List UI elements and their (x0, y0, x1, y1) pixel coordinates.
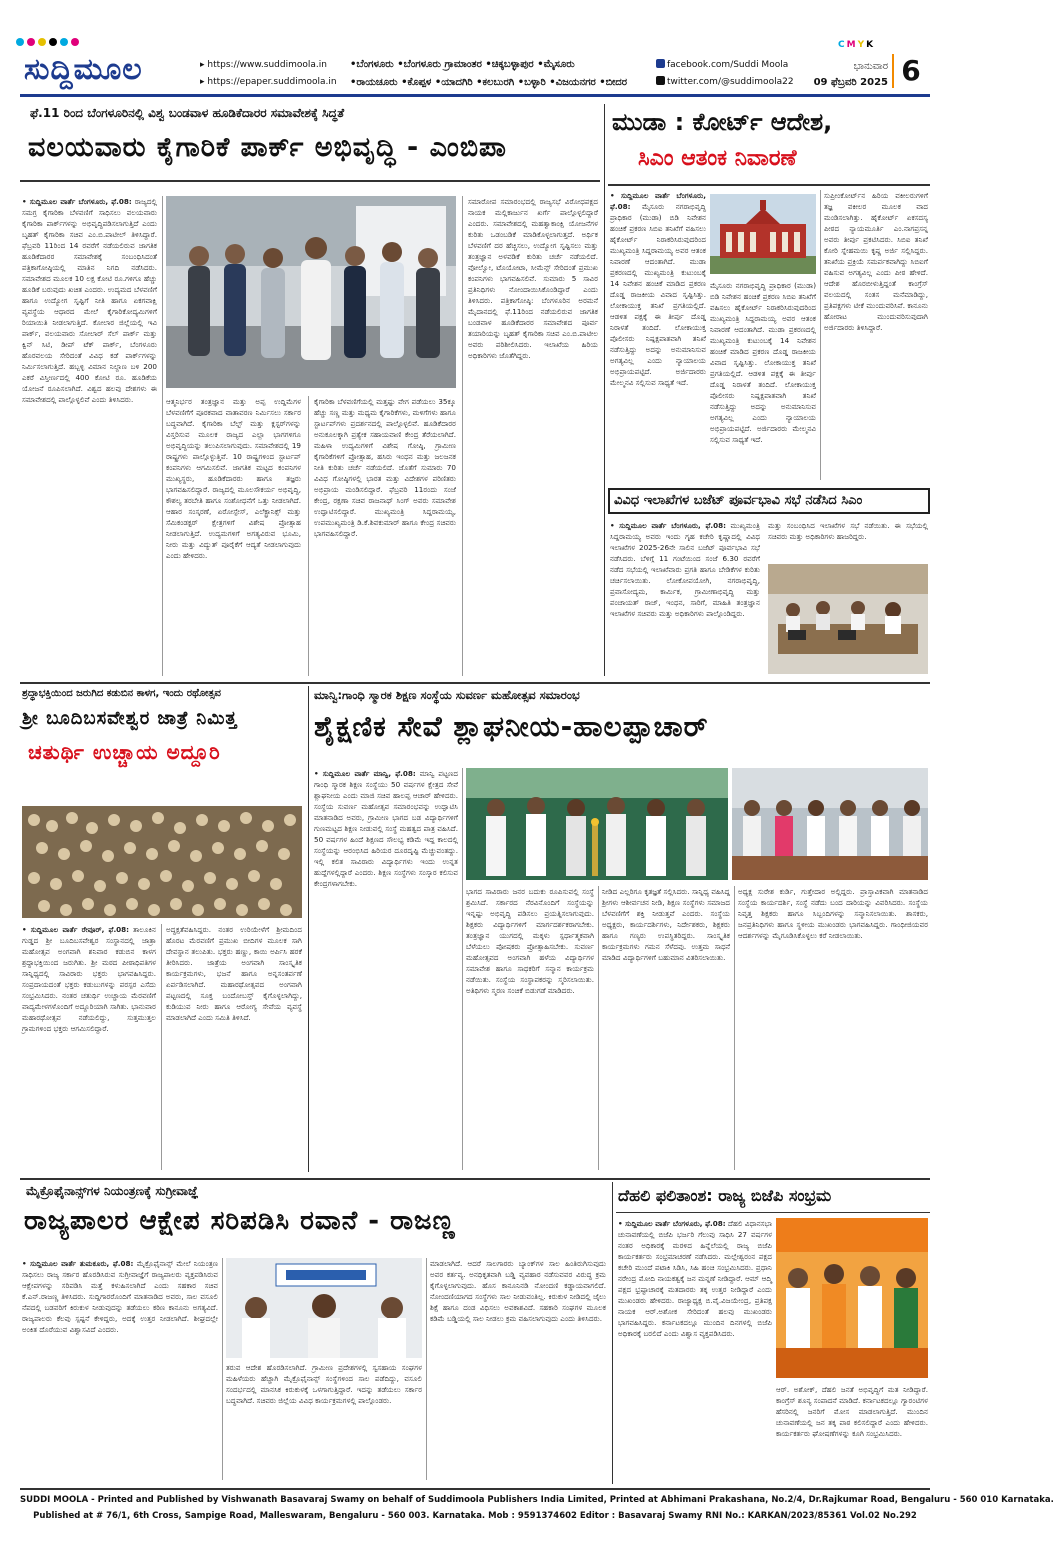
article-text: ಆರ್. ಅಶೋಕ್, ದೆಹಲಿ ಜನತೆ ಅಭಿವೃದ್ಧಿಗೆ ಮತ ನೀಡಿದ್ದಾರೆ. ಕಾಂಗ್ರೆಸ್ ಶೂನ್ಯ ಸಂಪಾದನೆ ಮಾಡಿದೆ. ಕರ್ನಾಟಕದಲ್ಲೂ ಗ್ಯಾರಂಟಿಗಳ ಹೆಸರಿನಲ್ಲಿ ಜನರಿಗೆ ಮೋಸ ಮಾಡಲಾಗುತ್ತಿದೆ. ಮುಂದಿನ ಚುನಾವಣೆಯಲ್ಲಿ ಜನ ತಕ್ಕ ಪಾಠ ಕಲಿಸಲಿದ್ದಾರೆ ಎಂದು ಹೇಳಿದರು. ಕಾರ್ಯಕರ್ತರು ಘೋಷಣೆಗಳನ್ನು ಕೂಗಿ ಸಂಭ್ರಮಿಸಿದರು. (776, 1385, 928, 1438)
story-headline[interactable]: ರಾಜ್ಯಪಾಲರ ಆಕ್ಷೇಪ ಸರಿಪಡಿಸಿ ರವಾನೆ - ರಾಜಣ್ಣ (24, 1206, 456, 1236)
story-photo[interactable] (166, 196, 456, 388)
masthead (0, 0, 945, 96)
issue-date (806, 59, 888, 91)
article-text: ದೆಹಲಿ ವಿಧಾನಸಭಾ ಚುನಾವಣೆಯಲ್ಲಿ ಬಿಜೆಪಿ ಭರ್ಜರಿ ಗೆಲುವು ಸಾಧಿಸಿ 27 ವರ್ಷಗಳ ನಂತರ ಅಧಿಕಾರಕ್ಕೆ ಮರಳಿದ ಹಿನ್ನೆಲೆಯಲ್ಲಿ ರಾಜ್ಯ ಬಿಜೆಪಿ ಕಾರ್ಯಕರ್ತರು ಸಂಭ್ರಮಾಚರಣೆ ನಡೆಸಿದರು. ಮಲ್ಲೇಶ್ವರಂನ ಪಕ್ಷದ ಕಚೇರಿ ಮುಂದೆ ಪಟಾಕಿ ಸಿಡಿಸಿ, ಸಿಹಿ ಹಂಚಿ ಸಂಭ್ರಮಿಸಿದರು. ಪ್ರಧಾನಿ ನರೇಂದ್ರ ಮೋದಿ ನಾಯಕತ್ವಕ್ಕೆ ಜನ ಮನ್ನಣೆ ನೀಡಿದ್ದಾರೆ. ಆಮ್ ಆದ್ಮಿ ಪಕ್ಷದ ಭ್ರಷ್ಟಾಚಾರಕ್ಕೆ ಮತದಾರರು ತಕ್ಕ ಉತ್ತರ ನೀಡಿದ್ದಾರೆ ಎಂದು ಮುಖಂಡರು ಹೇಳಿದರು. ರಾಜ್ಯಾಧ್ಯಕ್ಷ ಬಿ.ವೈ.ವಿಜಯೇಂದ್ರ, ಪ್ರತಿಪಕ್ಷ ನಾಯಕ ಆರ್.ಅಶೋಕ ಸೇರಿದಂತೆ ಹಲವು ಮುಖಂಡರು ಭಾಗವಹಿಸಿದ್ದರು. ಕರ್ನಾಟಕದಲ್ಲೂ ಮುಂದಿನ ದಿನಗಳಲ್ಲಿ ಬಿಜೆಪಿ ಅಧಿಕಾರಕ್ಕೆ ಬರಲಿದೆ ಎಂದು ವಿಶ್ವಾಸ ವ್ಯಕ್ತಪಡಿಸಿದರು. (618, 1219, 772, 1338)
story-headline-box[interactable] (608, 488, 930, 514)
section-rule (20, 1178, 930, 1180)
story-kicker: ಫೆ.11 ರಿಂದ ಬೆಂಗಳೂರಿನಲ್ಲಿ ವಿಶ್ವ ಬಂಡವಾಳ ಹೂಡಿಕೆದಾರರ ಸಮಾವೇಶಕ್ಕೆ ಸಿದ್ಧತೆ (30, 106, 345, 120)
column-divider (462, 768, 463, 1170)
article-text: ಅದ್ಧಕ್ಷತೆವಹಿಸಿದ್ದರು. ನಂತರ ಉರಿಯೇಳೆಗೆ ಶ್ರೀಮದಿಂದ ಹೊರಟ ಮೆರವಣಿಗೆ ಪ್ರಮುಖ ಬೀದಿಗಳ ಮೂಲಕ ಸಾಗಿ ದೇವಸ್ಥಾನ ತಲುಪಿತು. ಭಕ್ತರು ಹಣ್ಣು, ಕಾಯಿ ಅರ್ಪಿಸಿ ಹರಕೆ ತೀರಿಸಿದರು. ಜಾತ್ರೆಯ ಅಂಗವಾಗಿ ಸಾಂಸ್ಕೃತಿಕ ಕಾರ್ಯಕ್ರಮಗಳು, ಭಜನೆ ಹಾಗೂ ಅನ್ನಸಂತರ್ಪಣೆ ಏರ್ಪಡಿಸಲಾಗಿದೆ. ಮಹಾರಥೋತ್ಸವದ ಅಂಗವಾಗಿ ಪಟ್ಟಣದಲ್ಲಿ ಸೂಕ್ತ ಬಂದೋಬಸ್ತ್ ಕೈಗೊಳ್ಳಲಾಗಿದ್ದು, ಕುಡಿಯುವ ನೀರು ಹಾಗೂ ಆರೋಗ್ಯ ಸೇವೆಯ ವ್ಯವಸ್ಥೆ ಮಾಡಲಾಗಿದೆ ಎಂದು ಸಮಿತಿ ತಿಳಿಸಿದೆ. (166, 925, 302, 1022)
globe-icon: ▸ (200, 60, 208, 70)
story-headline[interactable]: ದೆಹಲಿ ಫಲಿತಾಂಶ: ರಾಜ್ಯ ಬಿಜೆಪಿ ಸಂಭ್ರಮ (618, 1186, 832, 1205)
article-text: ಮೈಕ್ರೊಫೈನಾನ್ಸ್ ಮೇಲೆ ನಿಯಂತ್ರಣ ಸಾಧಿಸಲು ರಾಜ್ಯ ಸರ್ಕಾರ ಹೊರಡಿಸಿರುವ ಸುಗ್ರೀವಾಜ್ಞೆಗೆ ರಾಜ್ಯಪಾಲರು ವ್ಯಕ್ತಪಡಿಸಿರುವ ಆಕ್ಷೇಪಗಳನ್ನು ಸರಿಪಡಿಸಿ ಮತ್ತೆ ಕಳುಹಿಸಲಾಗಿದೆ ಎಂದು ಸಹಕಾರ ಸಚಿವ ಕೆ.ಎನ್.ರಾಜಣ್ಣ ತಿಳಿಸಿದರು. ಸುದ್ದಿಗಾರರೊಂದಿಗೆ ಮಾತನಾಡಿದ ಅವರು, ಸಾಲ ವಸೂಲಿ ನೆಪದಲ್ಲಿ ಬಡವರಿಗೆ ಕಿರುಕುಳ ನೀಡುವುದನ್ನು ತಡೆಯಲು ಕಠಿಣ ಕಾನೂನು ಅಗತ್ಯವಿದೆ. ರಾಜ್ಯಪಾಲರು ಕೆಲವು ಸ್ಪಷ್ಟನೆ ಕೇಳಿದ್ದರು, ಅದಕ್ಕೆ ಉತ್ತರ ನೀಡಲಾಗಿದೆ. ಶೀಘ್ರದಲ್ಲೇ ಅಂಕಿತ ದೊರೆಯುವ ವಿಶ್ವಾಸವಿದೆ ಎಂದರು. (22, 1259, 218, 1334)
headline-rule (20, 180, 600, 182)
story-gandhi-institute (312, 686, 930, 1174)
article-column (466, 886, 594, 1170)
column-divider (162, 196, 163, 676)
celebration-illustration (776, 1218, 928, 1378)
section-divider (604, 104, 605, 676)
article-column (314, 396, 456, 676)
cmyk-marks: CMYK (838, 40, 876, 50)
column-divider (161, 924, 162, 1170)
article-column (738, 886, 928, 1170)
twitter-link[interactable]: twitter.com/@suddimoola22 (656, 74, 794, 91)
article-text: ಭಾಗದ ಸಾವಿರಾರು ಜನರ ಬದುಕು ರೂಪಿಸುವಲ್ಲಿ ಸಂಸ್ಥೆ ಶ್ರಮಿಸಿದೆ. ಸರ್ಕಾರದ ನೆರವಿನೊಂದಿಗೆ ಸಂಸ್ಥೆಯನ್ನು ಇನ್ನಷ್ಟು ಅಭಿವೃದ್ಧಿ ಪಡಿಸಲು ಪ್ರಯತ್ನಿಸಲಾಗುವುದು. ಶಿಕ್ಷಕರು ವಿದ್ಯಾರ್ಥಿಗಳಿಗೆ ಮಾರ್ಗದರ್ಶಕರಾಗಬೇಕು. ತಂತ್ರಜ್ಞಾನ ಯುಗದಲ್ಲಿ ಮಕ್ಕಳು ಸ್ಪರ್ಧಾತ್ಮಕವಾಗಿ ಬೆಳೆಯಲು ಪೋಷಕರು ಪ್ರೋತ್ಸಾಹಿಸಬೇಕು. ಸುವರ್ಣ ಮಹೋತ್ಸವದ ಅಂಗವಾಗಿ ಹಳೆಯ ವಿದ್ಯಾರ್ಥಿಗಳ ಸಮಾವೇಶ ಹಾಗೂ ಸಾಧಕರಿಗೆ ಸನ್ಮಾನ ಕಾರ್ಯಕ್ರಮ ನಡೆಯಿತು. ಸಂಸ್ಥೆಯ ಸಂಸ್ಥಾಪಕರನ್ನು ಸ್ಮರಿಸಲಾಯಿತು. ಅತಿಥಿಗಳು ಸ್ಮರಣ ಸಂಚಿಕೆ ಬಿಡುಗಡೆ ಮಾಡಿದರು. (466, 887, 594, 995)
story-microfinance (20, 1182, 608, 1484)
article-column (618, 1218, 772, 1480)
page-number: 6 (892, 54, 928, 88)
high-court-photo[interactable] (710, 194, 816, 274)
column-divider (598, 886, 599, 1170)
social-links (656, 57, 794, 91)
story-kicker: ಮೈಕ್ರೊಫೈನಾನ್ಸ್‌ಗಳ ನಿಯಂತ್ರಣಕ್ಕೆ ಸುಗ್ರೀವಾಜ್ಞೆ (26, 1184, 199, 1198)
article-text: ರಾಜ್ಯದಲ್ಲಿ ಸಮಗ್ರ ಕೈಗಾರಿಕಾ ಬೆಳವಣಿಗೆ ಸಾಧಿಸಲು ವಲಯವಾರು ಕೈಗಾರಿಕಾ ಪಾರ್ಕ್‌ಗಳನ್ನು ಅಭಿವೃದ್ಧಿಪಡಿಸಲಾಗುತ್ತಿದೆ ಎಂದು ಬೃಹತ್ ಕೈಗಾರಿಕಾ ಸಚಿವ ಎಂ.ಬಿ.ಪಾಟೀಲ್ ತಿಳಿಸಿದ್ದಾರೆ. ಫೆಬ್ರವರಿ 11ರಿಂದ 14 ರವರೆಗೆ ನಡೆಯಲಿರುವ ಜಾಗತಿಕ ಹೂಡಿಕೆದಾರರ ಸಮಾವೇಶಕ್ಕೆ ಸಂಬಂಧಿಸಿದಂತೆ ಪತ್ರಿಕಾಗೋಷ್ಠಿಯಲ್ಲಿ ಮಾತಿನ ನಿಗದಿ ನಡೆಸಿದರು. ಸಮಾವೇಶದ ಮೂಲಕ 10 ಲಕ್ಷ ಕೋಟಿ ರೂ.ಗಳಿಗೂ ಹೆಚ್ಚು ಹೂಡಿಕೆ ಬರುವುದು ಖಚಿತ ಎಂದರು. ಉದ್ಯಮದ ಬೆಳವಣಿಗೆ ಹಾಗೂ ಉದ್ಯೋಗ ಸೃಷ್ಟಿಗೆ ನೀತಿ ಹಾಗೂ ಏಕಗವಾಕ್ಷಿ ವ್ಯವಸ್ಥೆಯ ಆಧಾರದ ಮೇಲೆ ಕೈಗಾರಿಕೋದ್ಯಮಿಗಳಿಗೆ ರಿಯಾಯಿತಿ ನೀಡಲಾಗುತ್ತಿದೆ. ಕೋಲಾರ ಜಿಲ್ಲೆಯಲ್ಲಿ ಇವಿ ಪಾರ್ಕ್, ವಲಯವಾರು ಸೋಲಾರ್ ಸೆಲ್ ಪಾರ್ಕ್ ಮತ್ತು ಕ್ವಿನ್ ಸಿಟಿ, ಡೀಪ್ ಟೆಕ್ ಪಾರ್ಕ್, ಬೆಂಗಳೂರು ಹೊರವಲಯ ಸೇರಿದಂತೆ ವಿವಿಧ ಕಡೆ ಪಾರ್ಕ್‌ಗಳನ್ನು ನಿರ್ಮಿಸಲಾಗುತ್ತಿದೆ. ಹಬ್ಬಳ್ಳಿ ವಿಮಾನ ನಿಲ್ದಾಣ ಬಳಿ 200 ಎಕರೆ ವಿಸ್ತೀರ್ಣದಲ್ಲಿ 400 ಕೋಟಿ ರೂ. ಹೂಡಿಕೆಯ ಯೋಜನೆ ರೂಪಿಸಲಾಗಿದೆ. ವಿಶ್ವದ ಹಲವು ದೇಶಗಳು ಈ ಸಮಾವೇಶದಲ್ಲಿ ಪಾಲ್ಗೊಳ್ಳಲಿವೆ ಎಂದು ತಿಳಿಸಿದರು. (22, 197, 157, 404)
article-column (710, 280, 816, 480)
article-column (602, 886, 730, 1170)
article-text: ಆತ್ಮನಿರ್ಭರ ತಂತ್ರಜ್ಞಾನ ಮತ್ತು ಅಪ್ಪ ಉದ್ದಿಮೆಗಳ ಬೆಳವಣಿಗೆಗೆ ಪೂರಕವಾದ ವಾತಾವರಣ ನಿರ್ಮಿಸಲು ಸರ್ಕಾರ ಬದ್ಧವಾಗಿದೆ. ಕೈಗಾರಿಕಾ ಬೆಲ್ಟ್ ಮತ್ತು ಕ್ಲಸ್ಟರ್‌ಗಳನ್ನು ವಿಸ್ತರಿಸುವ ಮೂಲಕ ರಾಜ್ಯದ ಎಲ್ಲಾ ಭಾಗಗಳಿಗೂ ಅಭಿವೃದ್ಧಿಯನ್ನು ತಲುಪಿಸಲಾಗುವುದು. ಸಮಾವೇಶದಲ್ಲಿ 19 ರಾಷ್ಟ್ರಗಳು ಪಾಲ್ಗೊಳ್ಳುತ್ತಿವೆ. 10 ರಾಷ್ಟ್ರಗಳಿಂದ ಸ್ಟಾರ್ಟಪ್ ಕಂಪನಿಗಳು ಆಗಮಿಸಲಿವೆ. ಜಾಗತಿಕ ಮಟ್ಟದ ಕಂಪನಿಗಳ ಮುಖ್ಯಸ್ಥರು, ಹೂಡಿಕೆದಾರರು ಹಾಗೂ ತಜ್ಞರು ಭಾಗವಹಿಸಲಿದ್ದಾರೆ. ರಾಜ್ಯದಲ್ಲಿ ಮೂಲಸೌಕರ್ಯ ಅಭಿವೃದ್ಧಿ, ಕೌಶಲ್ಯ ತರಬೇತಿ ಹಾಗೂ ಸಂಶೋಧನೆಗೆ ಒತ್ತು ನೀಡಲಾಗಿದೆ. ಆಹಾರ ಸಂಸ್ಕರಣೆ, ಏರೋಸ್ಪೇಸ್, ಎಲೆಕ್ಟ್ರಾನಿಕ್ಸ್ ಮತ್ತು ಸೆಮಿಕಂಡಕ್ಟರ್ ಕ್ಷೇತ್ರಗಳಿಗೆ ವಿಶೇಷ ಪ್ರೋತ್ಸಾಹ ನೀಡಲಾಗುತ್ತಿದೆ. ಉದ್ಯಮಗಳಿಗೆ ಅಗತ್ಯವಿರುವ ಭೂಮಿ, ನೀರು ಮತ್ತು ವಿದ್ಯುತ್ ಪೂರೈಕೆಗೆ ಆದ್ಯತೆ ನೀಡಲಾಗುವುದು ಎಂದು ಹೇಳಿದರು. (166, 397, 301, 560)
article-text: ಮೈಸೂರು ನಗರಾಭಿವೃದ್ಧಿ ಪ್ರಾಧಿಕಾರ (ಮುಡಾ) ಬಿಡಿ ನಿವೇಶನ ಹಂಚಿಕೆ ಪ್ರಕರಣ ಸಿಬಿಐ ತನಿಖೆಗೆ ವಹಿಸಲು ಹೈಕೋರ್ಟ್ ನಿರಾಕರಿಸಿರುವುದರಿಂದ ಮುಖ್ಯಮಂತ್ರಿ ಸಿದ್ದರಾಮಯ್ಯ ಅವರ ಆತಂಕ ನಿವಾರಣೆ ಆದಂತಾಗಿದೆ. ಮುಡಾ ಪ್ರಕರಣದಲ್ಲಿ ಮುಖ್ಯಮಂತ್ರಿ ಕುಟುಂಬಕ್ಕೆ 14 ನಿವೇಶನ ಹಂಚಿಕೆ ಮಾಡಿದ ಪ್ರಕರಣ ದೊಡ್ಡ ರಾಜಕೀಯ ವಿವಾದ ಸೃಷ್ಟಿಸಿತ್ತು. ಲೋಕಾಯುಕ್ತ ತನಿಖೆ ಪ್ರಗತಿಯಲ್ಲಿದೆ. ಆಡಳಿತ ಪಕ್ಷಕ್ಕೆ ಈ ತೀರ್ಪು ದೊಡ್ಡ ನಿರಾಳತೆ ತಂದಿದೆ. ಲೋಕಾಯುಕ್ತ ಪೊಲೀಸರು ನಿಷ್ಪಕ್ಷಪಾತವಾಗಿ ತನಿಖೆ ನಡೆಸುತ್ತಿದ್ದು ಅದನ್ನು ಅನುಮಾನಿಸುವ ಅಗತ್ಯವಿಲ್ಲ ಎಂದು ನ್ಯಾಯಾಲಯ ಅಭಿಪ್ರಾಯಪಟ್ಟಿದೆ. ಅರ್ಜಿದಾರರು ಮೇಲ್ಮನವಿ ಸಲ್ಲಿಸುವ ಸಾಧ್ಯತೆ ಇದೆ. (710, 281, 816, 444)
budget-meeting-photo[interactable] (768, 564, 928, 674)
article-column (824, 190, 928, 480)
kadubu-photo[interactable] (22, 806, 302, 918)
issue-day: ಭಾನುವಾರ (853, 61, 888, 72)
article-text: ನೀಡಿದ ಎಲ್ಲರಿಗೂ ಕೃತಜ್ಞತೆ ಸಲ್ಲಿಸಿದರು. ಸಾನ್ನಿಧ್ಯ ವಹಿಸಿದ್ದ ಶ್ರೀಗಳು ಆಶೀರ್ವಚನ ನೀಡಿ, ಶಿಕ್ಷಣ ಸಂಸ್ಥೆಗಳು ಸಮಾಜದ ಬೆಳವಣಿಗೆಗೆ ಶಕ್ತಿ ನೀಡುತ್ತವೆ ಎಂದರು. ಸಂಸ್ಥೆಯ ಅಧ್ಯಕ್ಷರು, ಕಾರ್ಯದರ್ಶಿಗಳು, ನಿರ್ದೇಶಕರು, ಶಿಕ್ಷಕರು ಹಾಗೂ ಗಣ್ಯರು ಉಪಸ್ಥಿತರಿದ್ದರು. ಸಾಂಸ್ಕೃತಿಕ ಕಾರ್ಯಕ್ರಮಗಳು ಗಮನ ಸೆಳೆದವು. ಉತ್ತಮ ಸಾಧನೆ ಮಾಡಿದ ವಿದ್ಯಾರ್ಥಿಗಳಿಗೆ ಬಹುಮಾನ ವಿತರಿಸಲಾಯಿತು. (602, 887, 730, 962)
dignitaries-photo[interactable] (732, 768, 928, 880)
column-divider (820, 190, 821, 480)
article-column (22, 1258, 218, 1480)
article-column (22, 924, 156, 1170)
article-column (166, 396, 301, 676)
sweets-pile-illustration (22, 806, 302, 918)
article-text: ಮುಖ್ಯಮಂತ್ರಿ ಸಿದ್ದರಾಮಯ್ಯ ಅವರು ಇಂದು ಗೃಹ ಕಚೇರಿ ಕೃಷ್ಣಾದಲ್ಲಿ ವಿವಿಧ ಇಲಾಖೆಗಳ 2025-26ನೇ ಸಾಲಿನ ಬಜೆಟ್ ಪೂರ್ವಭಾವಿ ಸಭೆ ನಡೆಸಿದರು. ಬೆಳಿಗ್ಗೆ 11 ಗಂಟೆಯಿಂದ ಸಂಜೆ 6.30 ರವರೆಗೆ ನಡೆದ ಸಭೆಯಲ್ಲಿ ಇಲಾಖೆವಾರು ಪ್ರಗತಿ ಹಾಗೂ ಬೇಡಿಕೆಗಳ ಕುರಿತು ಚರ್ಚಿಸಲಾಯಿತು. ಲೋಕೋಪಯೋಗಿ, ನಗರಾಭಿವೃದ್ಧಿ, ಪ್ರವಾಸೋದ್ಯಮ, ಕಾರ್ಮಿಕ, ಗ್ರಾಮೀಣಾಭಿವೃದ್ಧಿ ಮತ್ತು ಪಂಚಾಯತ್ ರಾಜ್, ಇಂಧನ, ಸಾರಿಗೆ, ಮಾಹಿತಿ ತಂತ್ರಜ್ಞಾನ ಇಲಾಖೆಗಳ ಸಚಿವರು ಮತ್ತು ಅಧಿಕಾರಿಗಳು ಪಾಲ್ಗೊಂಡಿದ್ದರು. (610, 521, 760, 618)
byline: • ಸುದ್ದಿಮೂಲ ವಾರ್ತೆ ಬೆಂಗಳೂರು, ಫೆ.08: (610, 191, 706, 211)
dais-illustration (732, 768, 928, 880)
story-headline: ವಿವಿಧ ಇಲಾಖೆಗಳ ಬಜೆಟ್ ಪೂರ್ವಭಾವಿ ಸಭೆ ನಡೆಸಿದ ಸಿಎಂ (614, 493, 863, 508)
article-column (768, 520, 928, 560)
website-link[interactable]: ▸ https://www.suddimoola.in (200, 60, 327, 70)
lamp-lighting-photo[interactable] (466, 768, 728, 880)
byline: • ಸುದ್ದಿಮೂಲ ವಾರ್ತೆ ಮಾನ್ವಿ, ಫೆ.08: (314, 769, 416, 778)
article-text: ತರುವ ಆದೇಶ ಹೊರಡಿಸಲಾಗಿದೆ. ಗ್ರಾಮೀಣ ಪ್ರದೇಶಗಳಲ್ಲಿ ಸ್ವಸಹಾಯ ಸಂಘಗಳ ಮಹಿಳೆಯರು ಹೆಚ್ಚಾಗಿ ಮೈಕ್ರೊಫೈನಾನ್ಸ್ ಸಂಸ್ಥೆಗಳಿಂದ ಸಾಲ ಪಡೆದಿದ್ದು, ವಸೂಲಿ ಸಂದರ್ಭದಲ್ಲಿ ಮಾನಸಿಕ ಕಿರುಕುಳಕ್ಕೆ ಒಳಗಾಗುತ್ತಿದ್ದಾರೆ. ಇದನ್ನು ತಡೆಯಲು ಸರ್ಕಾರ ಬದ್ಧವಾಗಿದೆ. ಸಚಿವರು ಜಿಲ್ಲೆಯ ವಿವಿಧ ಕಾರ್ಯಕ್ರಮಗಳಲ್ಲಿ ಪಾಲ್ಗೊಂಡರು. (226, 1363, 422, 1405)
imprint-line-1: SUDDI MOOLA - Printed and Published by Vishwanath Basavaraj Swamy on behalf of Suddimoola Publishers India Limited, Printed at Abhimani Prakashana, No.2/4, Dr.Rajkumar Road, Bengaluru - 560 010 Karnataka. (20, 1495, 1054, 1505)
newspaper-logo[interactable]: ಸುದ್ದಿಮೂಲ (24, 52, 143, 87)
lamp-lighting-illustration (466, 768, 728, 880)
globe-icon: ▸ (200, 77, 208, 87)
story-muda-court (608, 104, 930, 482)
column-divider (462, 196, 463, 676)
story-headline[interactable]: ವಲಯವಾರು ಕೈಗಾರಿಕೆ ಪಾರ್ಕ್ ಅಭಿವೃದ್ಧಿ - ಎಂಬಿಪಾ (28, 132, 507, 163)
issue-date-text: 09 ಫೆಬ್ರವರಿ 2025 (813, 77, 888, 88)
section-divider (308, 686, 309, 1172)
article-text: ಅಧ್ಯಕ್ಷ ಸುರೇಶ ಕುರ್ಡಿ, ಗುತ್ತೇದಾರ ಅಲ್ಲಿದ್ದರು. ಪ್ರಾಸ್ತಾವಿಕವಾಗಿ ಮಾತನಾಡಿದ ಸಂಸ್ಥೆಯ ಕಾರ್ಯದರ್ಶಿ, ಸಂಸ್ಥೆ ನಡೆದು ಬಂದ ದಾರಿಯನ್ನು ವಿವರಿಸಿದರು. ಸಂಸ್ಥೆಯ ನಿವೃತ್ತ ಶಿಕ್ಷಕರು ಹಾಗೂ ಸಿಬ್ಬಂದಿಗಳನ್ನು ಸನ್ಮಾನಿಸಲಾಯಿತು. ಶಾಸಕರು, ಜನಪ್ರತಿನಿಧಿಗಳು ಹಾಗೂ ಸ್ಥಳೀಯ ಮುಖಂಡರು ಭಾಗವಹಿಸಿದ್ದರು. ಗಾಂಧೀಜಿಯವರ ಆದರ್ಶಗಳನ್ನು ಮೈಗೂಡಿಸಿಕೊಳ್ಳಲು ಕರೆ ನೀಡಲಾಯಿತು. (738, 887, 928, 940)
article-column (226, 1362, 422, 1480)
meeting-photo-illustration (166, 196, 456, 388)
byline: • ಸುದ್ದಿಮೂಲ ವಾರ್ತೆ ರೇವೂರ್, ಫೆ.08: (22, 925, 130, 934)
twitter-icon (656, 76, 665, 85)
headline-rule (608, 184, 930, 186)
edition-cities (350, 56, 627, 92)
headline-rule (616, 1212, 930, 1213)
masthead-rule (20, 94, 930, 97)
byline: • ಸುದ್ದಿಮೂಲ ವಾರ್ತೆ ಬೆಂಗಳೂರು, ಫೆ.08: (22, 197, 132, 206)
story-jatre (20, 686, 306, 1174)
imprint-footer (20, 1488, 1054, 1524)
story-kicker: ಮಾನ್ವಿ:ಗಾಂಧಿ ಸ್ಮಾರಕ ಶಿಕ್ಷಣ ಸಂಸ್ಥೆಯ ಸುವರ್ಣ ಮಹೋತ್ಸವ ಸಮಾರಂಭ (314, 688, 580, 702)
facebook-link[interactable]: facebook.com/Suddi Moola (656, 57, 794, 74)
story-headline-line-1[interactable]: ಶ್ರೀ ಬೂದಿಬಸವೇಶ್ವರ ಜಾತ್ರೆ ನಿಮಿತ್ತ (22, 708, 238, 729)
story-headline[interactable]: ಶೈಕ್ಷಣಿಕ ಸೇವೆ ಶ್ಲಾಘನೀಯ-ಹಾಲಪ್ಪಾಚಾರ್ (314, 710, 709, 743)
article-column (468, 196, 598, 676)
article-column (610, 190, 706, 480)
press-meet-photo[interactable] (226, 1258, 422, 1358)
byline: • ಸುದ್ದಿಮೂಲ ವಾರ್ತೆ ಬೆಂಗಳೂರು, ಫೆ.08: (618, 1219, 726, 1228)
article-text: ಸಮಾರೋಪ ಸಮಾರಂಭದಲ್ಲಿ ರಾಜ್ಯಸಭೆ ವಿರೋಧಪಕ್ಷದ ನಾಯಕ ಮಲ್ಲಿಕಾರ್ಜುನ ಖರ್ಗೆ ಪಾಲ್ಗೊಳ್ಳಲಿದ್ದಾರೆ ಎಂದರು. ಸಮಾವೇಶದಲ್ಲಿ ಮಹತ್ವಾಕಾಂಕ್ಷಿ ಯೋಜನೆಗಳ ಕುರಿತು ಒಡಂಬಡಿಕೆ ಮಾಡಿಕೊಳ್ಳಲಾಗುತ್ತದೆ. ಅರ್ಥಿಕ ಬೆಳವಣಿಗೆ ದರ ಹೆಚ್ಚಿಸಲು, ಉದ್ಯೋಗ ಸೃಷ್ಟಿಸಲು ಮತ್ತು ತಂತ್ರಜ್ಞಾನ ಅಳವಡಿಕೆ ಕುರಿತು ಚರ್ಚೆ ನಡೆಯಲಿದೆ. ವೋಲ್ವೋ, ಟೊಯೋಟಾ, ಸೀಮೆನ್ಸ್ ಸೇರಿದಂತೆ ಪ್ರಮುಖ ಕಂಪನಿಗಳು ಭಾಗವಹಿಸಲಿವೆ. ಸುಮಾರು 5 ಸಾವಿರ ಪ್ರತಿನಿಧಿಗಳು ನೋಂದಾಯಿಸಿಕೊಂಡಿದ್ದಾರೆ ಎಂದು ತಿಳಿಸಿದರು. ಪತ್ರಿಕಾಗೋಷ್ಠಿ: ಬೆಂಗಳೂರಿನ ಅರಮನೆ ಮೈದಾನದಲ್ಲಿ ಫೆ.11ರಿಂದ ನಡೆಯಲಿರುವ ಜಾಗತಿಕ ಬಂಡವಾಳ ಹೂಡಿಕೆದಾರರ ಸಮಾವೇಶದ ಪೂರ್ವ ತಯಾರಿಯನ್ನು ಬೃಹತ್ ಕೈಗಾರಿಕಾ ಸಚಿವ ಎಂ.ಬಿ.ಪಾಟೀಲ ಅವರು ಪರಿಶೀಲಿಸಿದರು. ಇಲಾಖೆಯ ಹಿರಿಯ ಅಧಿಕಾರಿಗಳು ಜೊತೆಗಿದ್ದರು. (468, 197, 598, 360)
section-divider (612, 1182, 613, 1484)
column-divider (426, 1258, 427, 1480)
story-headline-box[interactable] (608, 104, 930, 182)
celebration-photo[interactable] (776, 1218, 928, 1378)
article-text: ಮಾನ್ವಿ ಪಟ್ಟಣದ ಗಾಂಧಿ ಸ್ಮಾರಕ ಶಿಕ್ಷಣ ಸಂಸ್ಥೆಯು 50 ವರ್ಷಗಳ ಕ್ಷೇತ್ರದ ಸೇವೆ ಶ್ಲಾಘನೀಯ ಎಂದು ಮಾಜಿ ಸಚಿವ ಹಾಲಪ್ಪ ಆಚಾರ್ ಹೇಳಿದರು. ಸಂಸ್ಥೆಯ ಸುವರ್ಣ ಮಹೋತ್ಸವ ಸಮಾರಂಭವನ್ನು ಉದ್ಘಾಟಿಸಿ ಮಾತನಾಡಿದ ಅವರು, ಗ್ರಾಮೀಣ ಭಾಗದ ಬಡ ವಿದ್ಯಾರ್ಥಿಗಳಿಗೆ ಗುಣಮಟ್ಟದ ಶಿಕ್ಷಣ ನೀಡುವಲ್ಲಿ ಸಂಸ್ಥೆ ಮಹತ್ವದ ಪಾತ್ರ ವಹಿಸಿದೆ. 50 ವರ್ಷಗಳ ಹಿಂದೆ ಶಿಕ್ಷಣದ ಸೌಲಭ್ಯ ಕಡಿಮೆ ಇದ್ದ ಕಾಲದಲ್ಲಿ ಸಂಸ್ಥೆಯನ್ನು ಆರಂಭಿಸಿದ ಹಿರಿಯರ ದೂರದೃಷ್ಟಿ ಮೆಚ್ಚುವಂತದ್ದು. ಇಲ್ಲಿ ಕಲಿತ ಸಾವಿರಾರು ವಿದ್ಯಾರ್ಥಿಗಳು ಇಂದು ಉನ್ನತ ಹುದ್ದೆಗಳಲ್ಲಿದ್ದಾರೆ ಎಂದರು. ಶಿಕ್ಷಣ ಸಂಸ್ಥೆಗಳು ಸಂಸ್ಕಾರ ಕಲಿಸುವ ಕೇಂದ್ರಗಳಾಗಬೇಕು. (314, 769, 458, 888)
column-divider (222, 1258, 223, 1480)
epaper-link[interactable]: ▸ https://epaper.suddimoola.in (200, 77, 337, 87)
article-column (22, 196, 157, 676)
article-column (430, 1258, 606, 1480)
article-text: ಕೈಗಾರಿಕಾ ಬೆಳವಣಿಗೆಯಲ್ಲಿ ಮತ್ತಷ್ಟು ವೇಗ ಪಡೆಯಲು 35ಕ್ಕೂ ಹೆಚ್ಚು ಸಣ್ಣ ಮತ್ತು ಮಧ್ಯಮ ಕೈಗಾರಿಕೆಗಳು, ಮಳಿಗೆಗಳು ಹಾಗೂ ಸ್ಟಾರ್ಟಪ್‌ಗಳು ಪ್ರದರ್ಶನದಲ್ಲಿ ಪಾಲ್ಗೊಳ್ಳಲಿವೆ. ಹೂಡಿಕೆದಾರರ ಅನುಕೂಲಕ್ಕಾಗಿ ಪ್ರತ್ಯೇಕ ಸಹಾಯವಾಣಿ ಕೇಂದ್ರ ತೆರೆಯಲಾಗಿದೆ. ಮಹಿಳಾ ಉದ್ಯಮಿಗಳಿಗೆ ವಿಶೇಷ ಗೋಷ್ಠಿ, ಗ್ರಾಮೀಣ ಕೈಗಾರಿಕೆಗಳಿಗೆ ಪ್ರೋತ್ಸಾಹ, ಹಸಿರು ಇಂಧನ ಮತ್ತು ಜಲಜನಕ ನೀತಿ ಕುರಿತು ಚರ್ಚೆ ನಡೆಯಲಿದೆ. ಜೊತೆಗೆ ಸುಮಾರು 70 ವಿವಿಧ ಗೋಷ್ಠಿಗಳಲ್ಲಿ ಭಾರತ ಮತ್ತು ವಿದೇಶಗಳ ಪರಿಣಿತರು ಅಭಿಪ್ರಾಯ ಮಂಡಿಸಲಿದ್ದಾರೆ. ಫೆಬ್ರವರಿ 11ರಂದು ಸಂಜೆ ಕೇಂದ್ರ, ರಕ್ಷಣಾ ಸಚಿವ ರಾಜನಾಥ್ ಸಿಂಗ್ ಅವರು ಸಮಾವೇಶ ಉದ್ಘಾಟಿಸಲಿದ್ದಾರೆ. ಮುಖ್ಯಮಂತ್ರಿ ಸಿದ್ದರಾಮಯ್ಯ, ಉಪಮುಖ್ಯಮಂತ್ರಿ ಡಿ.ಕೆ.ಶಿವಕುಮಾರ್ ಹಾಗೂ ಕೇಂದ್ರ ಸಚಿವರು ಭಾಗವಹಿಸಲಿದ್ದಾರೆ. (314, 397, 456, 538)
article-text: ಸುಪ್ರೀಂಕೋರ್ಟ್‌ನ ಹಿರಿಯ ವಕೀಲರುಗಳಿಗೆ ತಜ್ಞ ವಕೀಲರ ಮೂಲಕ ವಾದ ಮಂಡಿಸಲಾಗಿತ್ತು. ಹೈಕೋರ್ಟ್ ಏಕಸದಸ್ಯ ಪೀಠದ ನ್ಯಾಯಮೂರ್ತಿ ಎಂ.ನಾಗಪ್ರಸನ್ನ ಅವರು ತೀರ್ಪು ಪ್ರಕಟಿಸಿದರು. ಸಿಬಿಐ ತನಿಖೆ ಕೋರಿ ಸ್ನೇಹಮಯಿ ಕೃಷ್ಣ ಅರ್ಜಿ ಸಲ್ಲಿಸಿದ್ದರು. ತನಿಖೆಯ ಪ್ರಕ್ರಿಯೆ ಸಮರ್ಪಕವಾಗಿದ್ದು ಸಿಬಿಐಗೆ ವಹಿಸುವ ಅಗತ್ಯವಿಲ್ಲ ಎಂದು ಪೀಠ ಹೇಳಿದೆ. ಆದೇಶ ಹೊರಬೀಳುತ್ತಿದ್ದಂತೆ ಕಾಂಗ್ರೆಸ್ ವಲಯದಲ್ಲಿ ಸಂತಸ ಮನೆಮಾಡಿದ್ದು, ಪ್ರತಿಪಕ್ಷಗಳು ಟೀಕೆ ಮುಂದುವರಿಸಿವೆ. ಕಾನೂನು ಹೋರಾಟ ಮುಂದುವರಿಸುವುದಾಗಿ ಅರ್ಜಿದಾರರು ತಿಳಿಸಿದ್ದಾರೆ. (824, 191, 928, 332)
byline: • ಸುದ್ದಿಮೂಲ ವಾರ್ತೆ ಬೆಂಗಳೂರು, ಫೆ.08: (610, 521, 726, 530)
cities-line-2: •ರಾಯಚೂರು •ಕೊಪ್ಪಳ •ಯಾದಗಿರಿ •ಕಲಬುರಗಿ •ಬಳ್ಳಾರಿ •ವಿಜಯನಗರ •ಬೀದರ (350, 77, 627, 88)
story-delhi-result (616, 1182, 930, 1484)
article-column (314, 768, 458, 1170)
article-text: ಮಾಡಲಾಗಿದೆ. ಆದರೆ ಸಾಲಗಾರರು ಬ್ಯಾಂಕ್‌ಗಳ ಸಾಲ ಹಿಂತಿರುಗಿಸುವುದು ಅವರ ಕರ್ತವ್ಯ. ಅನಧಿಕೃತವಾಗಿ ಬಡ್ಡಿ ವ್ಯವಹಾರ ನಡೆಸುವವರ ವಿರುದ್ಧ ಕ್ರಮ ಕೈಗೊಳ್ಳಲಾಗುವುದು. ಹೊಸ ಕಾನೂನಿನಡಿ ನೋಂದಣಿ ಕಡ್ಡಾಯವಾಗಲಿದೆ. ನೋಂದಣಿಯಾಗದ ಸಂಸ್ಥೆಗಳು ಸಾಲ ನೀಡುವಂತಿಲ್ಲ. ಕಿರುಕುಳ ನೀಡಿದಲ್ಲಿ ಜೈಲು ಶಿಕ್ಷೆ ಹಾಗೂ ದಂಡ ವಿಧಿಸಲು ಅವಕಾಶವಿದೆ. ಸಹಕಾರಿ ಸಂಘಗಳ ಮೂಲಕ ಕಡಿಮೆ ಬಡ್ಡಿಯಲ್ಲಿ ಸಾಲ ನೀಡಲು ಕ್ರಮ ವಹಿಸಲಾಗುವುದು ಎಂದು ತಿಳಿಸಿದರು. (430, 1259, 606, 1323)
article-text: ಮತ್ತು ಸಂಬಂಧಿಸಿದ ಇಲಾಖೆಗಳ ಸಭೆ ನಡೆಯಿತು. ಈ ಸಭೆಯಲ್ಲಿ ಸಚಿವರು ಮತ್ತು ಅಧಿಕಾರಿಗಳು ಹಾಜರಿದ್ದರು. (768, 521, 928, 541)
story-industrial-parks (20, 100, 600, 677)
color-dots (16, 38, 79, 46)
cities-line-1: •ಬೆಂಗಳೂರು •ಬೆಂಗಳೂರು ಗ್ರಾಮಾಂತರ •ಚಿಕ್ಕಬಳ್ಳಾಪುರ •ಮೈಸೂರು (350, 59, 575, 70)
story-kicker: ಶ್ರದ್ಧಾಭಕ್ತಿಯಿಂದ ಜರುಗಿದ ಕಡುಬಿನ ಕಾಳಗ, ಇಂದು ರಥೋತ್ಸವ (22, 688, 221, 699)
facebook-icon (656, 59, 665, 68)
article-text: ಮೈಸೂರು ನಗರಾಭಿವೃದ್ಧಿ ಪ್ರಾಧಿಕಾರ (ಮುಡಾ) ಬಿಡಿ ನಿವೇಶನ ಹಂಚಿಕೆ ಪ್ರಕರಣ ಸಿಬಿಐ ತನಿಖೆಗೆ ವಹಿಸಲು ಹೈಕೋರ್ಟ್ ನಿರಾಕರಿಸಿರುವುದರಿಂದ ಮುಖ್ಯಮಂತ್ರಿ ಸಿದ್ದರಾಮಯ್ಯ ಅವರ ಆತಂಕ ನಿವಾರಣೆ ಆದಂತಾಗಿದೆ. ಮುಡಾ ಪ್ರಕರಣದಲ್ಲಿ ಮುಖ್ಯಮಂತ್ರಿ ಕುಟುಂಬಕ್ಕೆ 14 ನಿವೇಶನ ಹಂಚಿಕೆ ಮಾಡಿದ ಪ್ರಕರಣ ದೊಡ್ಡ ರಾಜಕೀಯ ವಿವಾದ ಸೃಷ್ಟಿಸಿತ್ತು. ಲೋಕಾಯುಕ್ತ ತನಿಖೆ ಪ್ರಗತಿಯಲ್ಲಿದೆ. ಆಡಳಿತ ಪಕ್ಷಕ್ಕೆ ಈ ತೀರ್ಪು ದೊಡ್ಡ ನಿರಾಳತೆ ತಂದಿದೆ. ಲೋಕಾಯುಕ್ತ ಪೊಲೀಸರು ನಿಷ್ಪಕ್ಷಪಾತವಾಗಿ ತನಿಖೆ ನಡೆಸುತ್ತಿದ್ದು ಅದನ್ನು ಅನುಮಾನಿಸುವ ಅಗತ್ಯವಿಲ್ಲ ಎಂದು ನ್ಯಾಯಾಲಯ ಅಭಿಪ್ರಾಯಪಟ್ಟಿದೆ. ಅರ್ಜಿದಾರರು ಮೇಲ್ಮನವಿ ಸಲ್ಲಿಸುವ ಸಾಧ್ಯತೆ ಇದೆ. (610, 202, 706, 387)
court-building-illustration (710, 194, 816, 274)
article-text: ತಾಲೂಕಿನ ಗುಡ್ಡದ ಶ್ರೀ ಬೂದಿಬಸವೇಶ್ವರ ಸಂಸ್ಥಾನದಲ್ಲಿ ಜಾತ್ರಾ ಮಹೋತ್ಸವ ಅಂಗವಾಗಿ ಶನಿವಾರ ಕಡುಬಿನ ಕಾಳಗ ಶ್ರದ್ಧಾಭಕ್ತಿಯಿಂದ ಜರುಗಿತು. ಶ್ರೀ ಮಠದ ಪೀಠಾಧಿಪತಿಗಳ ಸಾನ್ನಿಧ್ಯದಲ್ಲಿ ಸಾವಿರಾರು ಭಕ್ತರು ಭಾಗವಹಿಸಿದ್ದರು. ಸಂಪ್ರದಾಯದಂತೆ ಭಕ್ತರು ಕಡುಬುಗಳನ್ನು ಪರಸ್ಪರ ಎಸೆದು ಸಂಭ್ರಮಿಸಿದರು. ನಂತರ ಚತುರ್ಥಿ ಉಚ್ಚಾಯ ಮೆರವಣಿಗೆ ವಾದ್ಯಮೇಳಗಳೊಂದಿಗೆ ಅದ್ದೂರಿಯಾಗಿ ಸಾಗಿತು. ಭಾನುವಾರ ಮಹಾರಥೋತ್ಸವ ನಡೆಯಲಿದ್ದು, ಸುತ್ತಮುತ್ತಲ ಗ್ರಾಮಗಳಿಂದ ಭಕ್ತರು ಆಗಮಿಸಲಿದ್ದಾರೆ. (22, 925, 156, 1033)
story-headline-line-1: ಮುಡಾ : ಕೋರ್ಟ್ ಆದೇಶ, (612, 108, 833, 136)
story-budget-meeting (608, 488, 930, 678)
article-column (610, 520, 760, 675)
column-divider (734, 886, 735, 1170)
story-headline-line-2[interactable]: ಚತುರ್ಥಿ ಉಚ್ಚಾಯ ಅದ್ದೂರಿ (28, 740, 221, 764)
web-links (200, 57, 337, 91)
article-column (776, 1384, 928, 1480)
meeting-room-illustration (768, 564, 928, 674)
story-headline-line-2: ಸಿಎಂ ಆತಂಕ ನಿವಾರಣೆ (638, 146, 797, 171)
imprint-line-2: Published at # 76/1, 6th Cross, Sampige Road, Malleswaram, Bengaluru - 560 003. Karnataka. Mob : 9591374602 Editor : Basavaraj Swamy RNI No.: KARKAN/2023/85361 Vol.02 No.292 (33, 1511, 917, 1521)
column-divider (308, 396, 309, 676)
press-meet-illustration (226, 1258, 422, 1358)
section-rule (20, 682, 930, 684)
article-column (166, 924, 302, 1170)
byline: • ಸುದ್ದಿಮೂಲ ವಾರ್ತೆ ತುಮಕೂರು, ಫೆ.08: (22, 1259, 134, 1268)
